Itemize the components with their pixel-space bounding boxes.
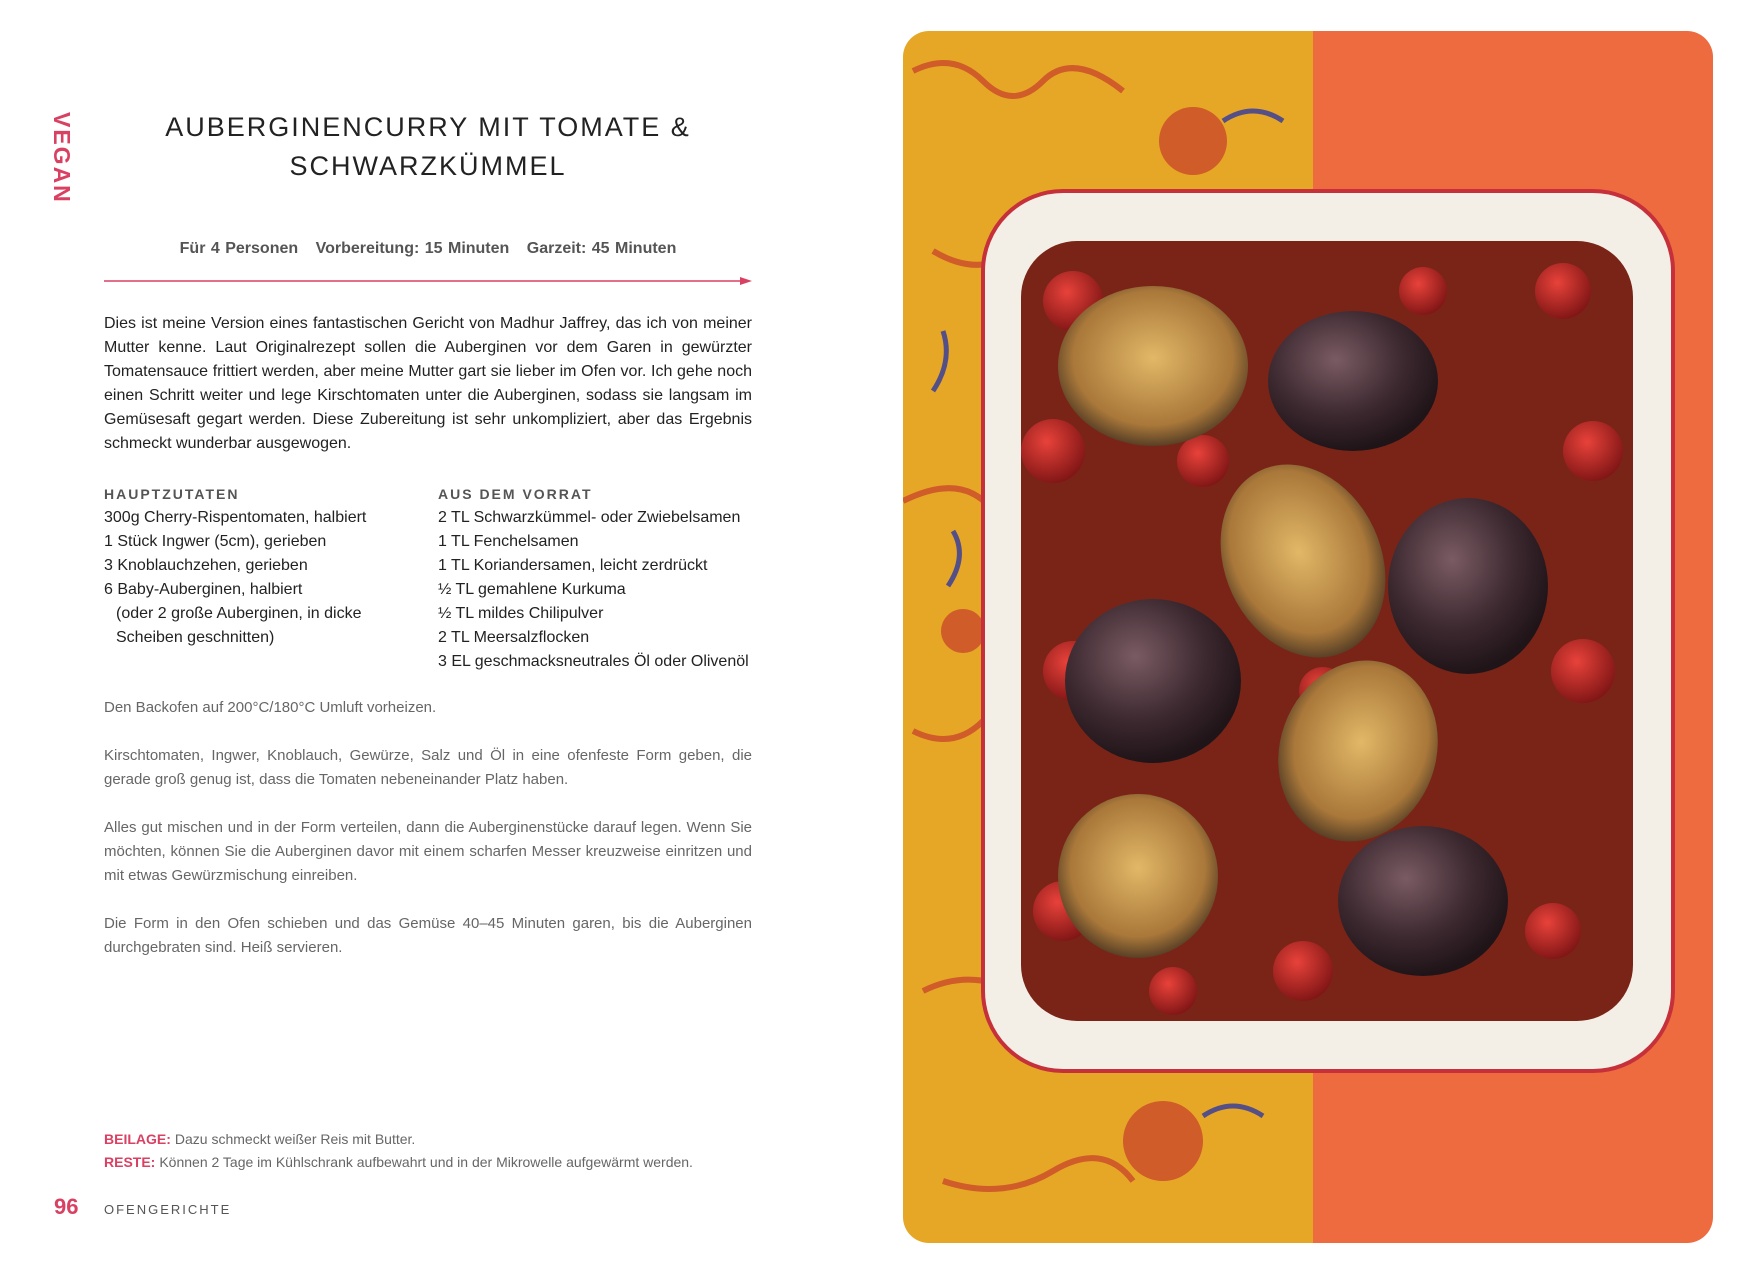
ingredient-item: Scheiben geschnitten) <box>116 629 275 646</box>
servings: Für 4 Personen <box>179 240 299 257</box>
pantry-item: 2 TL Meersalzflocken <box>438 629 590 646</box>
method-steps <box>104 696 752 984</box>
leftovers-label: RESTE: <box>104 1154 156 1170</box>
arrow-divider <box>104 276 752 286</box>
pantry-item: ½ TL gemahlene Kurkuma <box>438 581 626 598</box>
method-step: Kirschtomaten, Ingwer, Knoblauch, Gewürze, Salz und Öl in eine ofenfeste Form geben, die gerade groß genug ist, dass die Tomaten nebeneinander Platz haben. <box>104 747 752 788</box>
pantry-ingredients <box>438 482 758 674</box>
method-step: Den Backofen auf 200°C/180°C Umluft vorheizen. <box>104 699 437 716</box>
pantry-item: 2 TL Schwarzkümmel- oder Zwiebelsamen <box>438 509 741 526</box>
pantry-heading: AUS DEM VORRAT <box>438 486 593 502</box>
section-name: OFENGERICHTE <box>104 1202 232 1217</box>
ingredient-item: 3 Knoblauchzehen, gerieben <box>104 557 308 574</box>
recipe-title-line-1: AUBERGINENCURRY MIT TOMATE & <box>165 112 691 142</box>
recipe-meta <box>104 240 752 258</box>
main-ingredients-heading: HAUPTZUTATEN <box>104 486 240 502</box>
side-dish-note <box>104 1128 824 1151</box>
side-dish-text: Dazu schmeckt weißer Reis mit Butter. <box>174 1131 416 1147</box>
dish-photo <box>903 31 1713 1243</box>
page-number: 96 <box>54 1194 79 1219</box>
ingredient-item: 1 Stück Ingwer (5cm), gerieben <box>104 533 327 550</box>
leftovers-note <box>104 1151 824 1174</box>
method-step: Alles gut mischen und in der Form verteilen, dann die Auberginenstücke darauf legen. Wenn Sie möchten, können Sie die Auberginen davor mit einem scharfen Messer kreuzweise einritzen und mit etwas Gewürzmischung einreiben. <box>104 819 752 884</box>
prep-time: Vorbereitung: 15 Minuten <box>315 240 510 257</box>
intro-text: Dies ist meine Version eines fantastischen Gericht von Madhur Jaffrey, das ich von meiner Mutter kenne. Laut Originalrezept sollen die Auberginen vor dem Garen in gewürzter Tomatensauce frittiert werden, aber meine Mutter gart sie lieber im Ofen vor. Ich gehe noch einen Schritt weiter und lege Kirschtomaten unter die Auberginen, sodass sie langsam im Gemüsesaft gegart werden. Diese Zubereitung ist sehr unkompliziert, aber das Ergebnis schmeckt wunderbar ausgewogen. <box>104 315 752 452</box>
pantry-item: ½ TL mildes Chilipulver <box>438 605 604 622</box>
ingredient-item: (oder 2 große Auberginen, in dicke <box>116 605 362 622</box>
pantry-item: 1 TL Fenchelsamen <box>438 533 579 550</box>
leftovers-text: Können 2 Tage im Kühlschrank aufbewahrt und in der Mikrowelle aufgewärmt werden. <box>159 1154 693 1170</box>
ingredient-item: 300g Cherry-Rispentomaten, halbiert <box>104 509 367 526</box>
recipe-title-line-2: SCHWARZKÜMMEL <box>289 151 567 181</box>
pantry-item: 3 EL geschmacksneutrales Öl oder Olivenöl <box>438 653 749 670</box>
baked-eggplant-illustration <box>903 31 1713 1243</box>
ingredient-item: 6 Baby-Auberginen, halbiert <box>104 581 303 598</box>
pantry-item: 1 TL Koriandersamen, leicht zerdrückt <box>438 557 708 574</box>
side-dish-label: BEILAGE: <box>104 1131 171 1147</box>
main-ingredients <box>104 482 424 650</box>
recipe-title <box>104 108 752 186</box>
method-step: Die Form in den Ofen schieben und das Gemüse 40–45 Minuten garen, bis die Auberginen durchgebraten sind. Heiß servieren. <box>104 915 752 956</box>
cook-time: Garzeit: 45 Minuten <box>526 240 677 257</box>
recipe-notes <box>104 1128 824 1174</box>
category-tag: VEGAN <box>49 112 75 204</box>
